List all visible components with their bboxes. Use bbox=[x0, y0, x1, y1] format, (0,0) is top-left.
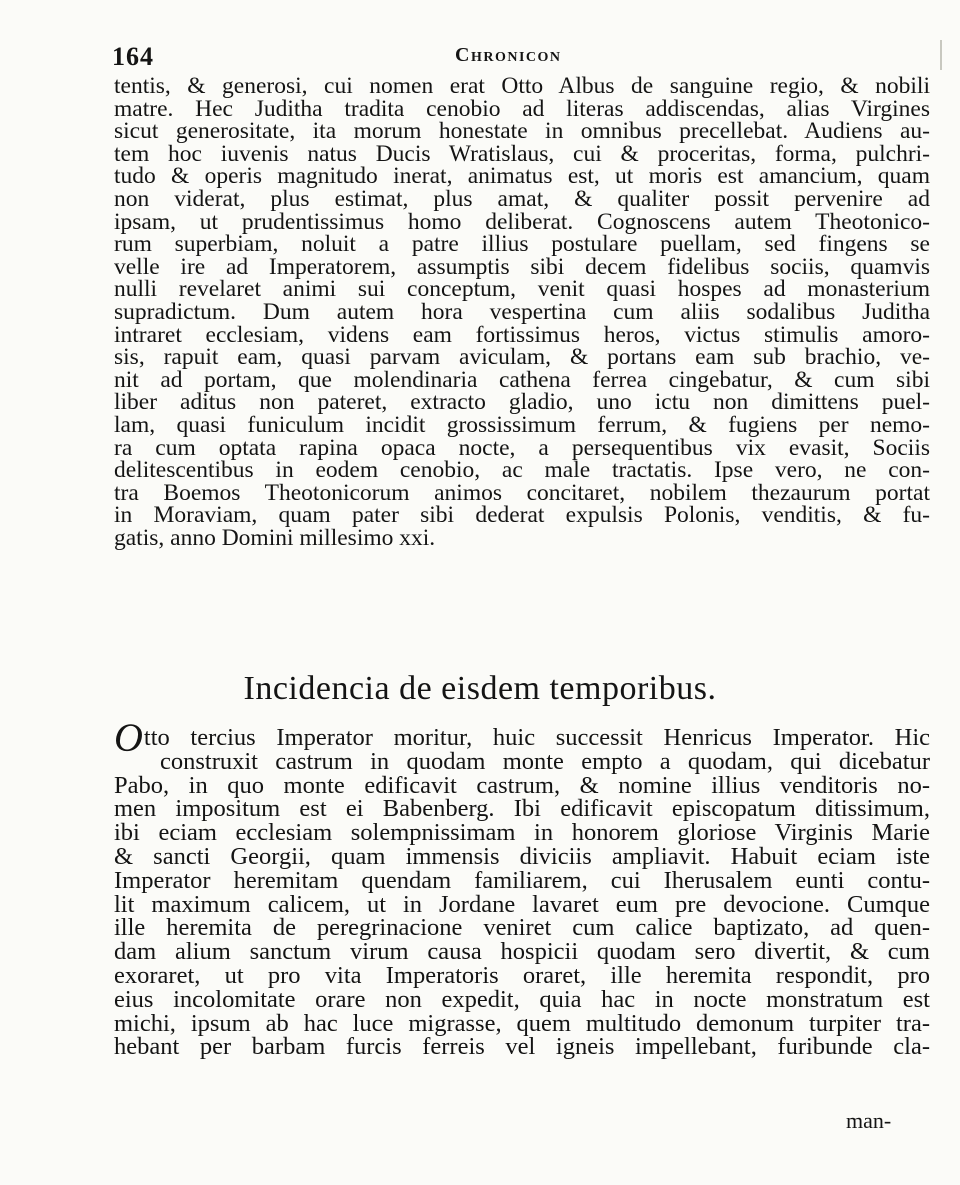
text-line: ille heremita de peregrinacione veniret cum calice baptizato, ad quen- bbox=[114, 914, 930, 942]
text-line: gatis, anno Domini millesimo xxi. bbox=[114, 524, 436, 551]
text-line: delitescentibus in eodem cenobio, ac male tractatis. Ipse vero, ne con- bbox=[114, 457, 930, 484]
first-line bbox=[114, 715, 930, 760]
text-line: intraret ecclesiam, videns eam fortissimus heros, victus stimulis amoro- bbox=[114, 321, 930, 348]
text-line: supradictum. Dum autem hora vespertina cum aliis sodalibus Juditha bbox=[114, 298, 930, 325]
text-line: ipsam, ut prudentissimus homo deliberat. Cognoscens autem Theotonico- bbox=[114, 208, 930, 235]
page-number: 164 bbox=[112, 42, 154, 71]
paragraph-1 bbox=[114, 75, 930, 549]
text-line: velle ire ad Imperatorem, assumptis sibi decem fidelibus sociis, quamvis bbox=[114, 253, 930, 280]
text-line: tra Boemos Theotonicorum animos concitaret, nobilem thezaurum portat bbox=[114, 479, 930, 506]
text-line: dam alium sanctum virum causa hospicii quodam sero divertit, & cum bbox=[114, 938, 930, 966]
text-line: & sancti Georgii, quam immensis diviciis ampliavit. Habuit eciam iste bbox=[114, 842, 930, 870]
text-line: matre. Hec Juditha tradita cenobio ad literas addiscendas, alias Virgines bbox=[114, 95, 930, 122]
catchword: man- bbox=[846, 1108, 892, 1133]
text-line: nulli revelaret animi sui conceptum, venit quasi hospes ad monasterium bbox=[114, 276, 930, 303]
text-line: in Moraviam, quam pater sibi dederat expulsis Polonis, venditis, & fu- bbox=[114, 502, 930, 529]
text-line: liber aditus non pateret, extracto gladio, uno ictu non dimittens puel- bbox=[114, 389, 930, 416]
running-head bbox=[0, 40, 960, 76]
text-line: tudo & operis magnitudo inerat, animatus est, ut moris est amancium, quam bbox=[114, 163, 930, 190]
text-line: men impositum est ei Babenberg. Ibi edificavit episcopatum ditissimum, bbox=[114, 795, 930, 823]
text-line: Imperator heremitam quendam familiarem, cui Iherusalem eunti contu- bbox=[114, 866, 930, 894]
text-line: ra cum optata rapina opaca nocte, a persequentibus vix evasit, Sociis bbox=[114, 434, 930, 461]
text-line: nit ad portam, que molendinaria cathena ferrea cingebatur, & cum sibi bbox=[114, 366, 930, 393]
text-line: eius incolomitate orare non expedit, quia hac in nocte monstratum est bbox=[114, 985, 930, 1013]
text-line: michi, ipsum ab hac luce migrasse, quem multitudo demonum turpiter tra- bbox=[114, 1009, 930, 1037]
section-heading: Incidencia de eisdem temporibus. bbox=[243, 670, 717, 707]
text-line: non viderat, plus estimat, plus amat, & qualiter possit pervenire ad bbox=[114, 185, 930, 212]
text-line: sis, rapuit eam, quasi parvam aviculam, & portans eam sub brachio, ve- bbox=[114, 344, 930, 371]
text-line: construxit castrum in quodam monte empto a quodam, qui dicebatur bbox=[160, 747, 930, 775]
paragraph-2 bbox=[114, 715, 930, 1061]
text-line: hebant per barbam furcis ferreis vel igneis impellebant, furibunde cla- bbox=[114, 1033, 930, 1061]
text-line: sicut generositate, ita morum honestate in omnibus precellebat. Audiens au- bbox=[114, 118, 930, 145]
text-line: exoraret, ut pro vita Imperatoris oraret, ille heremita respondit, pro bbox=[114, 961, 930, 989]
text-line: rum superbiam, noluit a patre illius postulare puellam, sed fingens se bbox=[114, 231, 930, 258]
text-line: Pabo, in quo monte edificavit castrum, & nomine illius venditoris no- bbox=[114, 771, 930, 799]
text-line: ibi eciam ecclesiam solempnissimam in honorem gloriose Virginis Marie bbox=[114, 819, 930, 847]
text-line: tem hoc iuvenis natus Ducis Wratislaus, cui & proceritas, forma, pulchri- bbox=[114, 140, 930, 167]
text-line: lit maximum calicem, ut in Jordane lavaret eum pre devocione. Cumque bbox=[114, 890, 930, 918]
text-line: lam, quasi funiculum incidit grossissimum ferrum, & fugiens per nemo- bbox=[114, 411, 930, 438]
running-title: Chronicon bbox=[455, 44, 562, 66]
drop-capital: O bbox=[114, 715, 143, 760]
text-line: tentis, & generosi, cui nomen erat Otto Albus de sanguine regio, & nobili bbox=[114, 73, 930, 99]
text-line: tto tercius Imperator moritur, huic successit Henricus Imperator. Hic bbox=[143, 724, 930, 751]
